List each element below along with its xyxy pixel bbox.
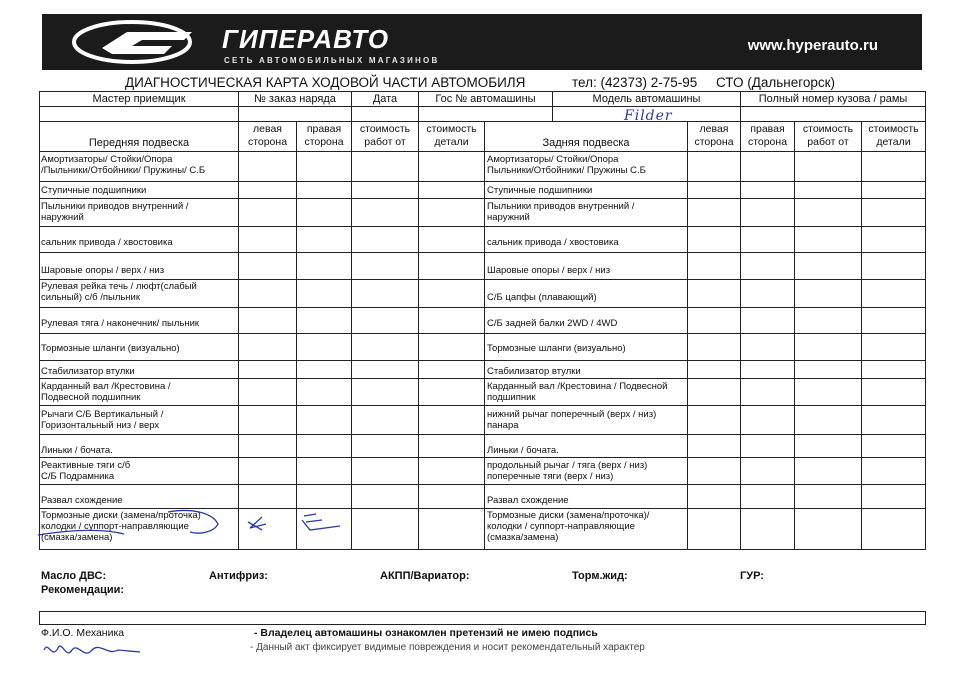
disclaimer-note: - Данный акт фиксирует видимые повреждения и носит рекомендательный характер [250,642,645,653]
front-row-tie-rod: Рулевая тяга / наконечник/ пыльник [41,318,200,329]
header-order: № заказ наряда [254,93,336,105]
parts-cost-header: стоимость детали [426,123,477,148]
rear-row-lower-arm: нижний рычаг поперечный (верх / низ) панара [487,409,657,431]
rear-row-links: Линьки / бочата. [487,445,559,456]
rear-row-brakes: Тормозные диски (замена/проточка)/ колодки / суппорт-направляющие (смазка/замена) [487,510,650,543]
brand-logo-icon [72,18,212,66]
front-row-brake-hoses: Тормозные шланги (визуально) [41,343,180,354]
model-handwritten-value: Filder [624,108,673,124]
brake-fluid-label: Торм.жид: [572,570,628,582]
rear-row-cardan: Карданный вал /Крестовина / Подвесной подшипник [487,381,668,403]
front-row-hub-bearings: Ступичные подшипники [41,185,147,196]
website-url: www.hyperauto.ru [747,37,878,54]
owner-acknowledgement: - Владелец автомашины ознакомлен претензий не имею подпись [254,627,598,639]
rear-row-trailing-arm: продольный рычаг / тяга (верх / низ) поперечные тяги (верх / низ) [487,460,648,482]
front-row-cardan: Карданный вал /Крестовина / Подвесной подшипник [41,381,171,403]
brand-banner [42,14,922,70]
service-station: СТО (Дальнегорск) [716,75,836,90]
right-side-header: правая сторона [304,123,344,148]
power-steering-label: ГУР: [740,570,764,582]
front-row-arms: Рычаги С/Б Вертикальный / Горизонтальный низ / верх [41,409,164,431]
rear-row-hub-bearings: Ступичные подшипники [487,185,593,196]
front-row-shocks: Амортизаторы/ Стойки/Опора /Пыльники/Отбойники/ Пружины/ С.Б [41,154,206,176]
rear-row-ball-joints: Шаровые опоры / верх / низ [487,265,611,276]
rear-row-beam: С/Б задней балки 2WD / 4WD [487,318,618,329]
phone-number: тел: (42373) 2-75-95 [572,75,698,90]
front-row-reactive-rods: Реактивные тяги с/б С/Б Подрамника [41,460,131,482]
rear-suspension-header: Задняя подвеска [542,137,630,149]
header-model: Модель автомашины [592,93,701,105]
header-plate: Гос № автомашины [435,93,536,105]
header-body-number: Полный номер кузова / рамы [758,93,908,105]
brand-name: ГИПЕРАВТО [222,24,390,54]
front-row-steering-rack: Рулевая рейка течь / люфт(слабый сильный) с/б /пыльник [41,281,197,303]
mechanic-name-label: Ф.И.О. Механика [41,627,125,639]
antifreeze-label: Антифриз: [209,570,268,582]
rear-row-brake-hoses: Тормозные шланги (визуально) [487,343,626,354]
oil-label: Масло ДВС: [41,570,107,582]
front-row-links: Линьки / бочата. [41,445,113,456]
header-date: Дата [372,93,398,105]
rear-left-side-header: левая сторона [694,123,734,148]
header-master: Мастер приемщик [92,93,186,105]
page-title: ДИАГНОСТИЧЕСКАЯ КАРТА ХОДОВОЙ ЧАСТИ АВТОМОБИЛЯ [125,75,526,90]
rear-row-seal: сальник привода / хвостовика [487,237,619,248]
front-suspension-header: Передняя подвеска [88,137,190,149]
rear-row-shocks: Амортизаторы/ Стойки/Опора Пыльники/Отбойники/ Пружины С.Б [487,154,646,176]
rear-row-alignment: Развал схождение [487,495,569,506]
rear-right-side-header: правая сторона [747,123,788,148]
rear-parts-cost-header: стоимость детали [868,123,919,148]
front-row-alignment: Развал схождение [41,495,123,506]
rear-row-stabilizer: Стабилизатор втулки [487,366,581,377]
left-side-header: левая сторона [247,123,288,148]
front-row-driveshaft-boots: Пыльники приводов внутренний / наружний [41,201,189,223]
rear-row-driveshaft-boots: Пыльники приводов внутренний / наружний [487,201,635,223]
transmission-label: АКПП/Вариатор: [380,570,470,582]
work-cost-header: стоимость работ от [359,123,411,148]
rear-work-cost-header: стоимость работ от [802,123,854,148]
rear-row-trunnion: С/Б цапфы (плавающий) [487,292,597,303]
recommendations-label: Рекомендации: [41,584,125,596]
front-row-ball-joints: Шаровые опоры / верх / низ [41,265,165,276]
front-row-seal: сальник привода / хвостовика [41,237,173,248]
front-row-stabilizer: Стабилизатор втулки [41,366,135,377]
brand-subtitle: СЕТЬ АВТОМОБИЛЬНЫХ МАГАЗИНОВ [224,56,440,65]
front-row-brakes: Тормозные диски (замена/проточка) колодки / суппорт-направляющие (смазка/замена) [41,510,201,543]
